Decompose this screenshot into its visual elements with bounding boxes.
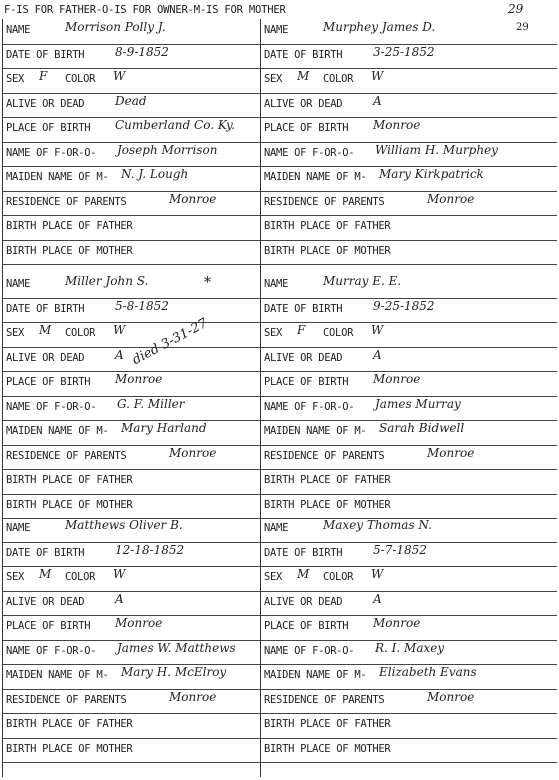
color-label: COLOR bbox=[323, 73, 354, 85]
record-field-row bbox=[261, 371, 557, 397]
record-field-row bbox=[3, 298, 280, 324]
field-label: MAIDEN NAME OF M- bbox=[264, 171, 367, 183]
field-label: RESIDENCE OF PARENTS bbox=[6, 449, 127, 462]
record-field-row bbox=[3, 738, 280, 764]
field-value: Monroe bbox=[169, 689, 217, 704]
field-value: G. F. Miller bbox=[117, 396, 185, 411]
record-field-row bbox=[261, 396, 557, 422]
field-label: ALIVE OR DEAD bbox=[264, 97, 343, 110]
field-value: Monroe bbox=[373, 372, 421, 386]
record-field-row bbox=[261, 420, 557, 446]
field-label: NAME OF F-OR-O- bbox=[264, 400, 355, 413]
page-number: 29 bbox=[516, 22, 529, 33]
field-value: Mary Harland bbox=[121, 421, 207, 435]
field-value: Monroe bbox=[115, 616, 163, 630]
field-label: DATE OF BIRTH bbox=[264, 302, 343, 315]
field-label: PLACE OF BIRTH bbox=[264, 122, 349, 134]
field-label: MAIDEN NAME OF M- bbox=[6, 425, 109, 437]
field-value: A bbox=[373, 93, 382, 108]
field-label: RESIDENCE OF PARENTS bbox=[6, 195, 127, 208]
field-value: Monroe bbox=[427, 689, 475, 704]
field-label: NAME OF F-OR-O- bbox=[264, 146, 355, 159]
field-value: 8-9-1852 bbox=[115, 44, 169, 59]
color-label: COLOR bbox=[65, 73, 96, 85]
field-label: ALIVE OR DEAD bbox=[264, 595, 343, 608]
field-label: DATE OF BIRTH bbox=[6, 302, 85, 315]
field-label: SEX bbox=[264, 571, 283, 583]
field-value: Mary H. McElroy bbox=[121, 665, 227, 679]
field-label: DATE OF BIRTH bbox=[264, 546, 343, 559]
record-field-row bbox=[3, 371, 280, 397]
record-field-row bbox=[261, 240, 557, 266]
field-value: Murray E. E. bbox=[323, 274, 402, 288]
field-label: ALIVE OR DEAD bbox=[6, 97, 85, 110]
field-label: BIRTH PLACE OF MOTHER bbox=[264, 244, 391, 257]
field-label: BIRTH PLACE OF FATHER bbox=[264, 718, 391, 730]
record-field-row bbox=[3, 420, 280, 446]
field-label: BIRTH PLACE OF FATHER bbox=[264, 474, 391, 486]
color-value: W bbox=[371, 69, 384, 83]
color-value: W bbox=[371, 323, 384, 337]
field-label: SEX bbox=[6, 327, 25, 339]
field-label: BIRTH PLACE OF FATHER bbox=[6, 718, 133, 730]
record-field-row bbox=[261, 19, 557, 45]
record-field-row bbox=[261, 640, 557, 666]
field-label: NAME bbox=[6, 24, 31, 36]
record-field-row bbox=[261, 494, 557, 520]
field-value: Monroe bbox=[427, 445, 475, 460]
color-label: COLOR bbox=[65, 571, 96, 583]
field-value: A bbox=[115, 591, 124, 606]
field-label: DATE OF BIRTH bbox=[6, 546, 85, 559]
field-label: BIRTH PLACE OF MOTHER bbox=[264, 742, 391, 755]
record-field-row bbox=[3, 19, 280, 45]
record-field-row bbox=[3, 191, 280, 217]
record-field-row bbox=[261, 566, 557, 592]
field-value: Matthews Oliver B. bbox=[65, 518, 183, 532]
record-field-row bbox=[261, 713, 557, 739]
field-value: Mary Kirkpatrick bbox=[379, 167, 484, 181]
field-label: PLACE OF BIRTH bbox=[264, 620, 349, 632]
field-label: PLACE OF BIRTH bbox=[6, 376, 91, 388]
field-label: BIRTH PLACE OF MOTHER bbox=[6, 742, 133, 755]
record-field-row bbox=[3, 640, 280, 666]
field-value: M bbox=[297, 69, 310, 83]
field-value: Monroe bbox=[373, 616, 421, 630]
field-label: NAME bbox=[6, 278, 31, 290]
field-value: William H. Murphey bbox=[375, 142, 498, 157]
field-value: Elizabeth Evans bbox=[379, 665, 477, 679]
record-field-row bbox=[3, 240, 280, 266]
record-field-row bbox=[3, 44, 280, 70]
record-field-row bbox=[3, 68, 283, 94]
record-field-row bbox=[3, 166, 280, 192]
record-field-row bbox=[261, 615, 557, 641]
field-label: BIRTH PLACE OF MOTHER bbox=[264, 498, 391, 511]
field-label: ALIVE OR DEAD bbox=[264, 351, 343, 364]
field-label: NAME OF F-OR-O- bbox=[6, 400, 97, 413]
field-value: Monroe bbox=[373, 118, 421, 132]
record-field-row bbox=[3, 689, 280, 715]
field-value: Monroe bbox=[427, 191, 475, 206]
field-value: Miller John S. bbox=[65, 274, 149, 288]
record-field-row bbox=[3, 445, 280, 471]
record-field-row bbox=[261, 322, 557, 348]
record-field-row bbox=[3, 517, 280, 543]
record-field-row bbox=[3, 93, 280, 119]
record-field-row bbox=[3, 664, 280, 690]
record-field-row bbox=[261, 689, 557, 715]
field-value: N. J. Lough bbox=[121, 167, 189, 181]
color-label: COLOR bbox=[323, 571, 354, 583]
record-field-row bbox=[3, 215, 280, 241]
field-value: M bbox=[39, 567, 52, 581]
field-value: Monroe bbox=[169, 445, 217, 460]
field-label: RESIDENCE OF PARENTS bbox=[6, 693, 127, 706]
field-value: James W. Matthews bbox=[117, 640, 236, 655]
field-label: BIRTH PLACE OF MOTHER bbox=[6, 498, 133, 511]
record-field-row bbox=[261, 347, 557, 373]
record-field-row bbox=[261, 298, 557, 324]
field-label: DATE OF BIRTH bbox=[6, 48, 85, 61]
record-field-row bbox=[3, 566, 283, 592]
birth-record-form bbox=[2, 19, 558, 777]
color-value: W bbox=[113, 323, 126, 337]
field-value: Monroe bbox=[115, 372, 163, 386]
field-label: NAME bbox=[264, 278, 289, 290]
color-value: W bbox=[113, 567, 126, 581]
field-value: R. I. Maxey bbox=[375, 640, 445, 655]
record-field-row bbox=[261, 68, 557, 94]
field-label: MAIDEN NAME OF M- bbox=[6, 171, 109, 183]
left-column bbox=[3, 19, 283, 777]
field-value: 9-25-1852 bbox=[373, 298, 435, 313]
record-field-row bbox=[261, 142, 557, 168]
field-value: Morrison Polly J. bbox=[65, 20, 166, 34]
record-field-row bbox=[3, 142, 280, 168]
record-field-row bbox=[261, 117, 557, 143]
record-field-row bbox=[261, 166, 557, 192]
field-value: F bbox=[39, 69, 48, 83]
field-label: RESIDENCE OF PARENTS bbox=[264, 449, 385, 462]
record-field-row bbox=[3, 713, 280, 739]
field-label: MAIDEN NAME OF M- bbox=[6, 669, 109, 681]
record-field-row bbox=[261, 591, 557, 617]
handwritten-note: died 3-31-27 bbox=[129, 315, 211, 368]
field-label: ALIVE OR DEAD bbox=[6, 595, 85, 608]
field-value: Cumberland Co. Ky. bbox=[115, 118, 236, 132]
field-label: NAME bbox=[6, 522, 31, 534]
field-label: BIRTH PLACE OF MOTHER bbox=[6, 244, 133, 257]
record-field-row bbox=[261, 469, 557, 495]
field-label: SEX bbox=[264, 73, 283, 85]
field-label: BIRTH PLACE OF FATHER bbox=[264, 220, 391, 232]
record-field-row bbox=[3, 615, 280, 641]
field-label: MAIDEN NAME OF M- bbox=[264, 425, 367, 437]
field-label: ALIVE OR DEAD bbox=[6, 351, 85, 364]
field-value: A bbox=[373, 347, 382, 362]
field-value: Maxey Thomas N. bbox=[323, 518, 432, 532]
field-value: 5-7-1852 bbox=[373, 542, 427, 557]
color-value: W bbox=[371, 567, 384, 581]
record-field-row bbox=[3, 273, 280, 299]
record-field-row bbox=[261, 191, 557, 217]
field-label: NAME OF F-OR-O- bbox=[6, 644, 97, 657]
field-value: 12-18-1852 bbox=[115, 542, 185, 557]
field-label: SEX bbox=[264, 327, 283, 339]
field-label: DATE OF BIRTH bbox=[264, 48, 343, 61]
color-label: COLOR bbox=[65, 327, 96, 339]
record-field-row bbox=[3, 542, 280, 568]
field-label: NAME bbox=[264, 522, 289, 534]
form-legend: F-IS FOR FATHER-O-IS FOR OWNER-M-IS FOR MOTHER bbox=[4, 4, 286, 16]
right-column bbox=[260, 19, 557, 777]
color-value: W bbox=[113, 69, 126, 83]
field-value: Dead bbox=[115, 93, 147, 108]
field-value: Joseph Morrison bbox=[117, 142, 218, 157]
field-value: A bbox=[373, 591, 382, 606]
field-value: M bbox=[297, 567, 310, 581]
record-field-row bbox=[261, 517, 557, 543]
field-label: PLACE OF BIRTH bbox=[6, 122, 91, 134]
record-field-row bbox=[261, 215, 557, 241]
field-label: SEX bbox=[6, 73, 25, 85]
field-label: NAME OF F-OR-O- bbox=[264, 644, 355, 657]
page-mark: 29 bbox=[508, 2, 524, 16]
field-label: RESIDENCE OF PARENTS bbox=[264, 693, 385, 706]
record-field-row bbox=[261, 44, 557, 70]
record-field-row bbox=[261, 542, 557, 568]
field-label: PLACE OF BIRTH bbox=[264, 376, 349, 388]
record-field-row bbox=[261, 664, 557, 690]
field-value: F bbox=[297, 323, 306, 337]
field-value: A bbox=[115, 347, 124, 362]
field-label: RESIDENCE OF PARENTS bbox=[264, 195, 385, 208]
field-value: James Murray bbox=[375, 396, 461, 411]
record-field-row bbox=[3, 591, 280, 617]
field-label: MAIDEN NAME OF M- bbox=[264, 669, 367, 681]
record-field-row bbox=[3, 117, 280, 143]
color-label: COLOR bbox=[323, 327, 354, 339]
field-value: 5-8-1852 bbox=[115, 298, 169, 313]
field-label: NAME bbox=[264, 24, 289, 36]
field-label: PLACE OF BIRTH bbox=[6, 620, 91, 632]
field-value: Sarah Bidwell bbox=[379, 421, 465, 435]
record-field-row bbox=[261, 93, 557, 119]
record-field-row bbox=[261, 738, 557, 764]
field-label: BIRTH PLACE OF FATHER bbox=[6, 474, 133, 486]
field-label: BIRTH PLACE OF FATHER bbox=[6, 220, 133, 232]
field-value: M bbox=[39, 323, 52, 337]
record-field-row bbox=[3, 494, 280, 520]
field-value: Murphey James D. bbox=[323, 20, 436, 34]
record-field-row bbox=[3, 396, 280, 422]
field-value: Monroe bbox=[169, 191, 217, 206]
record-field-row bbox=[261, 445, 557, 471]
record-field-row bbox=[3, 469, 280, 495]
field-label: SEX bbox=[6, 571, 25, 583]
star-mark: * bbox=[203, 273, 213, 291]
field-label: NAME OF F-OR-O- bbox=[6, 146, 97, 159]
record-field-row bbox=[261, 273, 557, 299]
record-field-row bbox=[3, 322, 283, 348]
field-value: 3-25-1852 bbox=[373, 44, 435, 59]
